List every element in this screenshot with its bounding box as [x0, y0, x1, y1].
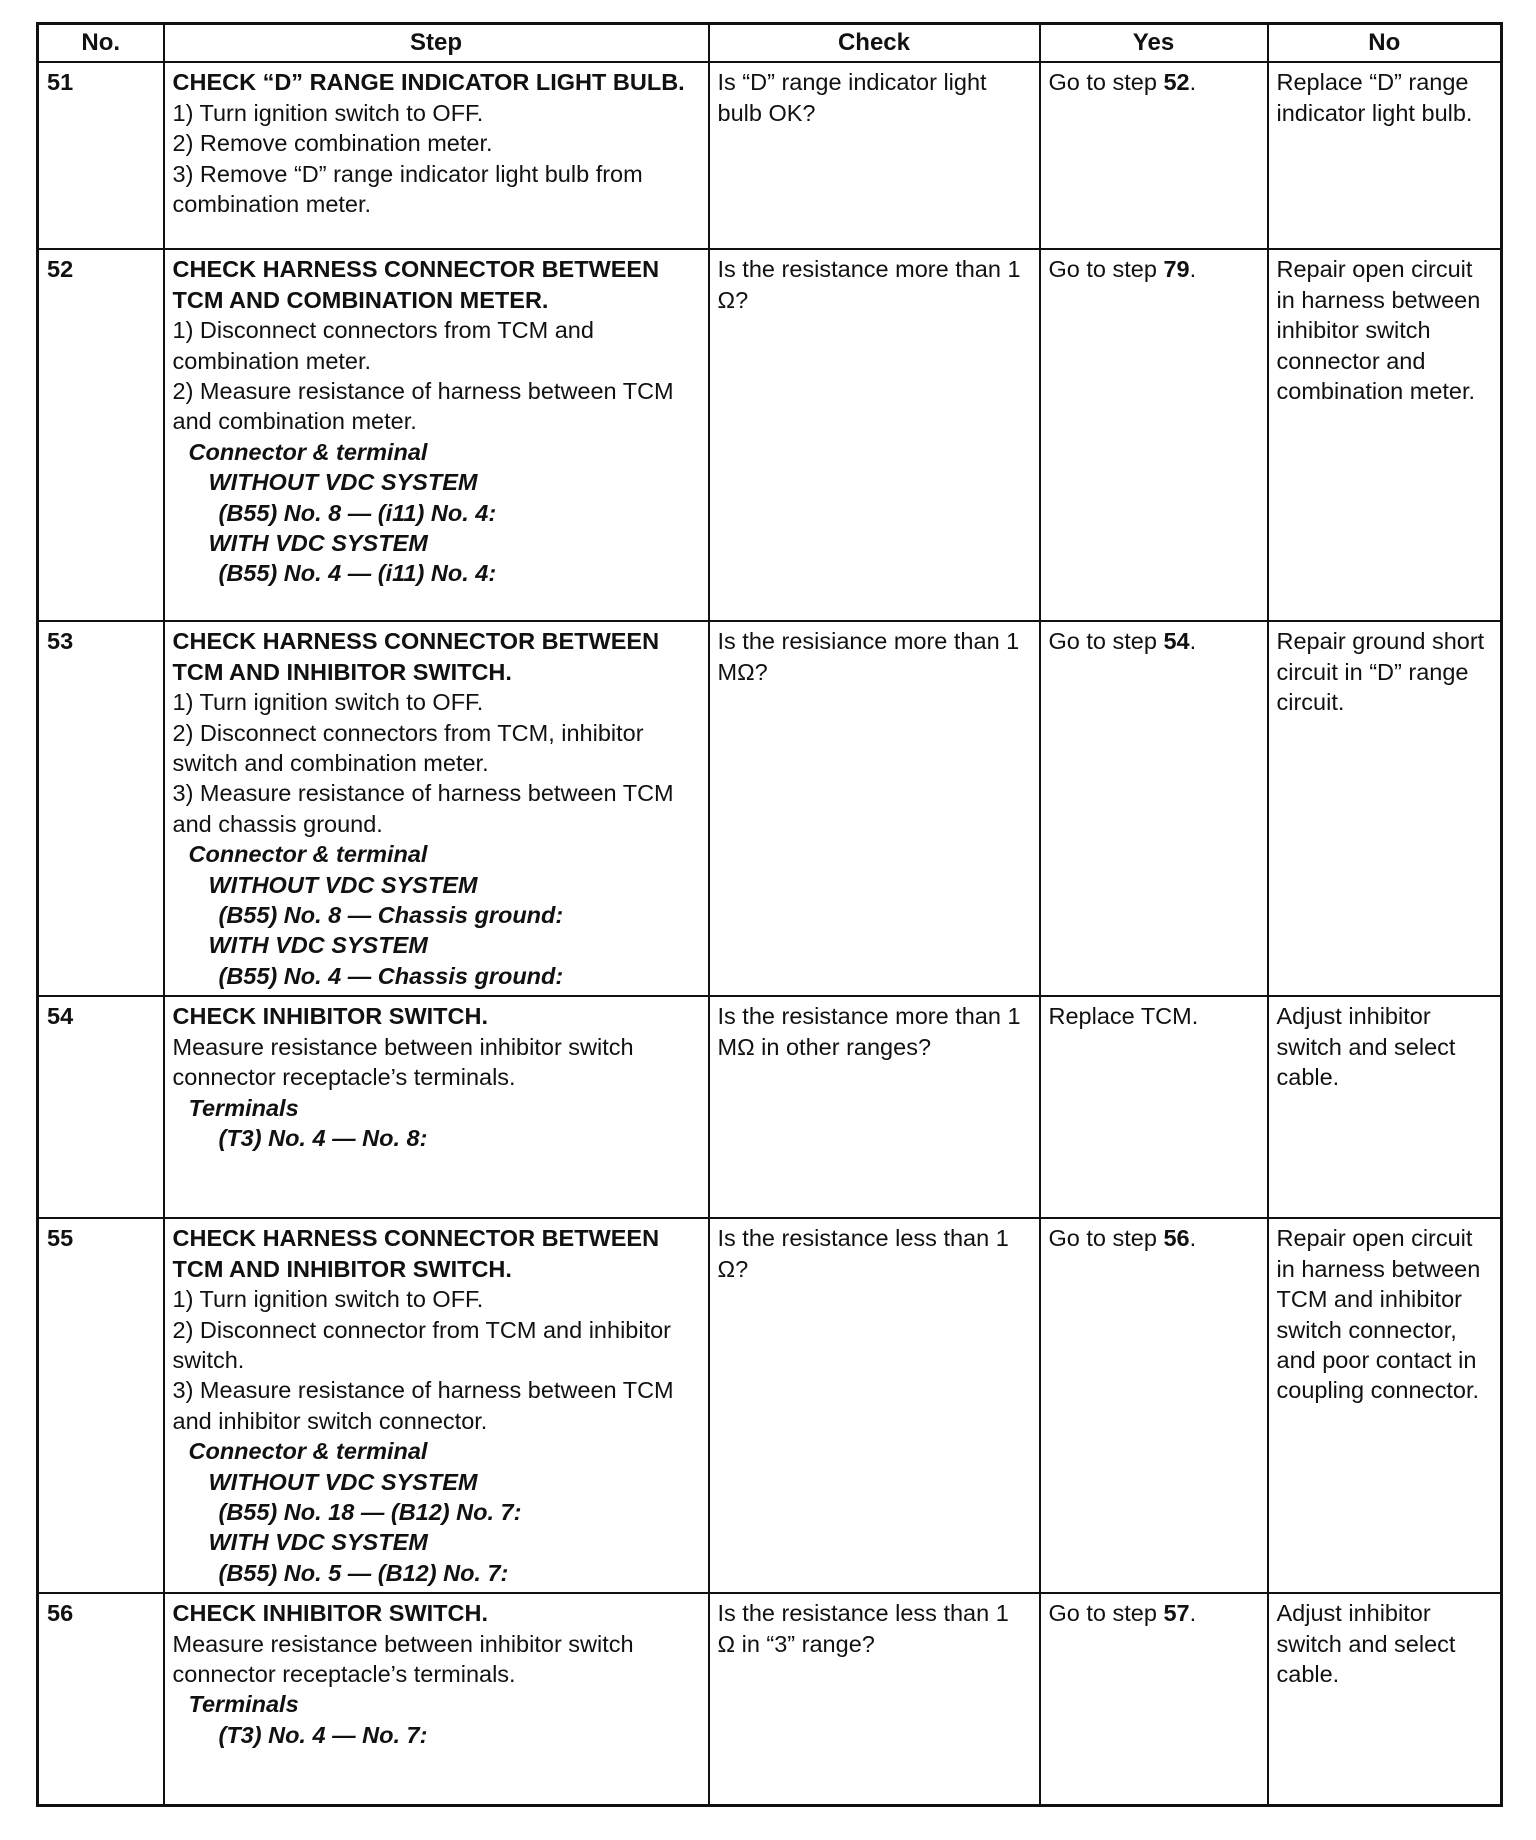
connector-heading: Connector & terminal [188, 1438, 428, 1465]
step-cell [164, 996, 709, 1218]
terminal-spec: (B55) No. 18 — (B12) No. 7: [218, 1498, 522, 1525]
step-line: 3) Measure resistance of harness between TCM and inhibitor switch connector. [172, 1377, 674, 1434]
step-number: 54 [38, 996, 164, 1218]
step-title: CHECK HARNESS CONNECTOR BETWEEN TCM AND COMBINATION METER. [172, 256, 660, 313]
variant-label: WITHOUT VDC SYSTEM [208, 1468, 478, 1495]
header-no-result: No [1268, 24, 1502, 63]
step-number: 55 [38, 1218, 164, 1593]
yes-cell: Replace TCM. [1040, 996, 1268, 1218]
no-cell: Repair open circuit in harness between inhibitor switch connector and combination meter. [1268, 249, 1502, 621]
step-line: 3) Remove “D” range indicator light bulb from combination meter. [172, 160, 643, 218]
yes-text: Go to step [1048, 1225, 1164, 1252]
terminal-spec: (B55) No. 8 — Chassis ground: [218, 902, 564, 929]
yes-step-ref: 52 [1163, 69, 1190, 96]
variant-label: WITH VDC SYSTEM [208, 530, 428, 557]
table-row [38, 1593, 1502, 1805]
step-line: 1) Turn ignition switch to OFF. [172, 689, 484, 716]
yes-text: Go to step [1048, 628, 1164, 655]
yes-step-ref: 57 [1163, 1600, 1190, 1627]
step-title: CHECK INHIBITOR SWITCH. [172, 1003, 489, 1030]
yes-cell [1040, 1593, 1268, 1805]
header-step: Step [164, 24, 709, 63]
yes-cell [1040, 62, 1268, 249]
variant-label: WITH VDC SYSTEM [208, 1529, 428, 1556]
step-line: 2) Disconnect connector from TCM and inhibitor switch. [172, 1316, 672, 1373]
header-no: No. [38, 24, 164, 63]
check-cell: Is “D” range indicator light bulb OK? [709, 62, 1040, 249]
no-cell: Adjust inhibitor switch and select cable. [1268, 1593, 1502, 1805]
header-check: Check [709, 24, 1040, 63]
table-row [38, 996, 1502, 1218]
step-title: CHECK “D” RANGE INDICATOR LIGHT BULB. [172, 69, 685, 96]
connector-heading: Connector & terminal [188, 438, 428, 465]
step-line: Measure resistance between inhibitor switch connector receptacle’s terminals. [172, 1630, 634, 1687]
terminals-heading: Terminals [188, 1094, 299, 1121]
step-cell [164, 62, 709, 249]
step-line: 2) Measure resistance of harness between TCM and combination meter. [172, 378, 674, 435]
step-line: 3) Measure resistance of harness between TCM and chassis ground. [172, 780, 674, 837]
yes-end: . [1189, 628, 1197, 655]
terminal-spec: (B55) No. 4 — (i11) No. 4: [218, 560, 497, 587]
step-line: 2) Disconnect connectors from TCM, inhibitor switch and combination meter. [172, 719, 644, 777]
yes-step-ref: 79 [1163, 256, 1190, 283]
check-cell: Is the resistance more than 1 MΩ in other ranges? [709, 996, 1040, 1218]
yes-cell [1040, 1218, 1268, 1593]
step-title: CHECK INHIBITOR SWITCH. [172, 1600, 489, 1627]
yes-step-ref: 56 [1163, 1225, 1190, 1252]
step-cell [164, 1218, 709, 1593]
terminal-spec: (B55) No. 4 — Chassis ground: [218, 962, 564, 989]
header-row [38, 24, 1502, 63]
yes-cell [1040, 249, 1268, 621]
step-title: CHECK HARNESS CONNECTOR BETWEEN TCM AND INHIBITOR SWITCH. [172, 628, 660, 685]
yes-end: . [1189, 1600, 1197, 1627]
yes-end: . [1189, 69, 1197, 96]
variant-label: WITH VDC SYSTEM [208, 932, 428, 959]
step-line: Measure resistance between inhibitor switch connector receptacle’s terminals. [172, 1033, 634, 1091]
table-row [38, 62, 1502, 249]
yes-step-ref: 54 [1163, 628, 1190, 655]
yes-text: Go to step [1048, 1600, 1164, 1627]
step-line: 1) Turn ignition switch to OFF. [172, 99, 484, 126]
variant-label: WITHOUT VDC SYSTEM [208, 871, 478, 898]
step-line: 2) Remove combination meter. [172, 130, 493, 157]
check-cell: Is the resistance less than 1 Ω? [709, 1218, 1040, 1593]
header-yes: Yes [1040, 24, 1268, 63]
no-cell: Replace “D” range indicator light bulb. [1268, 62, 1502, 249]
step-cell [164, 1593, 709, 1805]
terminals-heading: Terminals [188, 1691, 299, 1718]
procedure-table [36, 22, 1503, 1807]
step-line: 1) Disconnect connectors from TCM and combination meter. [172, 317, 594, 374]
no-cell: Repair ground short circuit in “D” range circuit. [1268, 621, 1502, 996]
yes-text: Go to step [1048, 69, 1164, 96]
yes-end: . [1189, 1225, 1197, 1252]
terminal-spec: (T3) No. 4 — No. 7: [218, 1721, 428, 1748]
check-cell: Is the resistance less than 1 Ω in “3” range? [709, 1593, 1040, 1805]
step-number: 56 [38, 1593, 164, 1805]
terminal-spec: (T3) No. 4 — No. 8: [218, 1124, 428, 1151]
yes-cell [1040, 621, 1268, 996]
connector-heading: Connector & terminal [188, 841, 428, 868]
step-number: 52 [38, 249, 164, 621]
step-cell [164, 621, 709, 996]
check-cell: Is the resistance more than 1 Ω? [709, 249, 1040, 621]
yes-text: Go to step [1048, 256, 1164, 283]
step-title: CHECK HARNESS CONNECTOR BETWEEN TCM AND INHIBITOR SWITCH. [172, 1225, 660, 1282]
check-cell: Is the resisiance more than 1 MΩ? [709, 621, 1040, 996]
step-number: 51 [38, 62, 164, 249]
no-cell: Adjust inhibitor switch and select cable. [1268, 996, 1502, 1218]
no-cell: Repair open circuit in harness between TCM and inhibitor switch connector, and poor contact in coupling connector. [1268, 1218, 1502, 1593]
terminal-spec: (B55) No. 8 — (i11) No. 4: [218, 499, 497, 526]
yes-end: . [1189, 256, 1197, 283]
step-number: 53 [38, 621, 164, 996]
step-line: 1) Turn ignition switch to OFF. [172, 1286, 484, 1313]
table-row [38, 1218, 1502, 1593]
variant-label: WITHOUT VDC SYSTEM [208, 469, 478, 496]
table-row [38, 621, 1502, 996]
table-row [38, 249, 1502, 621]
step-cell [164, 249, 709, 621]
terminal-spec: (B55) No. 5 — (B12) No. 7: [218, 1559, 509, 1586]
